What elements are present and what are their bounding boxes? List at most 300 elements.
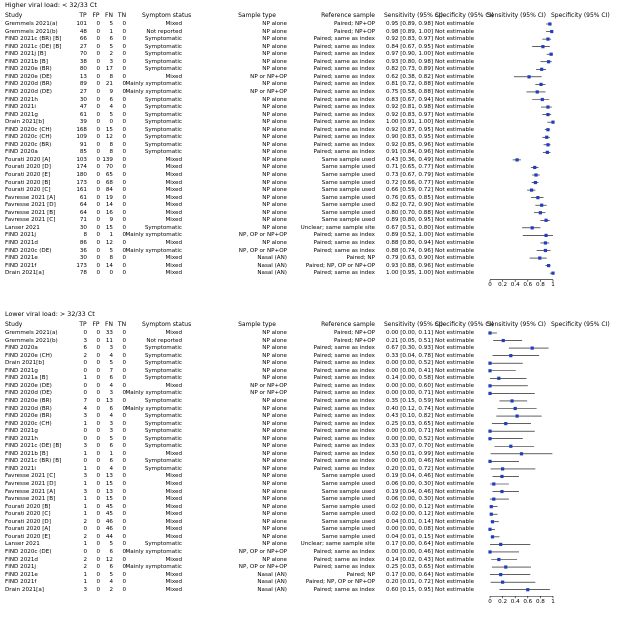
fp-count: 0 [96, 397, 100, 404]
specificity-value: Not estimable [435, 481, 475, 487]
tp-count: 64 [79, 209, 87, 216]
reference-sample: Same sample used [321, 194, 375, 201]
sample-type: NP alone [262, 58, 287, 65]
tn-count: 0 [122, 149, 126, 156]
tp-count: 89 [79, 81, 87, 88]
tp-count: 80 [79, 66, 87, 73]
sample-type: NP alone [262, 239, 287, 246]
fp-count: 0 [96, 481, 100, 487]
reference-sample: Unclear; same sample site [300, 541, 375, 548]
symptom-status: Mixed [165, 164, 182, 171]
x-axis-tick-label: 0.2 [498, 598, 508, 605]
tp-count: 180 [76, 172, 87, 178]
study-name: Fourati 2020 [D] [5, 518, 51, 525]
sensitivity-ci: 0.20 [0.01, 0.72] [386, 579, 434, 586]
specificity-value: Not estimable [435, 247, 475, 254]
symptom-status: Mixed [165, 533, 182, 540]
fp-count: 0 [96, 111, 100, 118]
fn-count: 6 [109, 375, 113, 382]
fp-count: 0 [96, 564, 100, 571]
specificity-value: Not estimable [435, 141, 475, 148]
point-estimate-marker [488, 331, 491, 334]
point-estimate-marker [527, 75, 530, 78]
point-estimate-marker [533, 166, 536, 169]
study-name: FIND 2021b [B] [5, 450, 48, 457]
symptom-status: Mixed [165, 21, 182, 27]
fp-count: 0 [96, 36, 100, 43]
symptom-status: Symptomatic [144, 119, 182, 126]
specificity-value: Not estimable [435, 262, 475, 269]
symptom-status: Symptomatic [144, 126, 182, 133]
sensitivity-ci: 0.20 [0.01, 0.72] [386, 465, 434, 472]
sensitivity-ci: 0.19 [0.04, 0.46] [386, 473, 434, 480]
sample-type: NP alone [262, 488, 287, 495]
tn-count: 0 [122, 511, 126, 518]
fp-count: 0 [96, 435, 100, 442]
study-name: FIND 2021c (DE) [B] [5, 443, 62, 450]
fp-count: 0 [96, 28, 100, 35]
fp-count: 0 [96, 224, 100, 231]
study-name: FIND 2020d (DE) [5, 390, 52, 397]
study-name: Fourati 2020 [A] [5, 526, 51, 533]
study-name: FIND 2020d (DE) [5, 88, 52, 95]
tn-count: 0 [122, 443, 126, 450]
study-name: FIND 2021e [5, 571, 38, 578]
study-name: FIND 2020d (BR) [5, 405, 52, 412]
fn-count: 6 [109, 548, 113, 555]
study-name: FIND 2020a [5, 149, 38, 156]
study-name: Favresse 2021 [A] [5, 194, 56, 201]
fp-count: 0 [96, 533, 100, 540]
sample-type: NP alone [262, 420, 287, 427]
fn-count: 4 [109, 579, 113, 586]
tn-count: 0 [122, 413, 126, 420]
sample-type: NP or NP+OP [250, 382, 287, 389]
reference-sample: Paired; same as index [313, 413, 375, 420]
column-header-symptom-status: Symptom status [142, 321, 192, 328]
sample-type: NP alone [262, 352, 287, 359]
symptom-status: Symptomatic [144, 104, 182, 111]
tp-count: 8 [83, 232, 87, 239]
sensitivity-ci: 0.02 [0.00, 0.12] [386, 511, 434, 518]
sample-type: NP alone [262, 43, 287, 50]
tp-count: 173 [76, 179, 87, 186]
tp-count: 2 [83, 533, 87, 540]
sensitivity-ci: 0.43 [0.36, 0.49] [386, 156, 434, 163]
study-name: FIND 2020e (DE) [5, 382, 52, 389]
study-name: FIND 2020e (BR) [5, 397, 52, 404]
specificity-value: Not estimable [435, 435, 475, 442]
tn-count: 0 [122, 156, 126, 163]
reference-sample: Paired; same as index [313, 66, 375, 73]
tp-count: 48 [79, 28, 87, 35]
fp-count: 0 [96, 21, 100, 27]
reference-sample: Paired; same as index [313, 586, 375, 593]
specificity-value: Not estimable [435, 66, 475, 73]
fn-count: 5 [109, 21, 113, 27]
fp-count: 0 [96, 149, 100, 156]
fn-count: 6 [109, 36, 113, 43]
tp-count: 78 [79, 270, 87, 277]
point-estimate-marker [546, 143, 549, 146]
specificity-value: Not estimable [435, 88, 475, 95]
symptom-status: Mixed [165, 450, 182, 457]
symptom-status: Mainly symptomatic [125, 564, 182, 571]
fn-count: 2 [109, 586, 113, 593]
specificity-value: Not estimable [435, 473, 475, 480]
sensitivity-ci: 0.00 [0.00, 0.08] [386, 526, 434, 533]
reference-sample: Paired; same as index [313, 119, 375, 126]
sample-type: NP alone [262, 526, 287, 533]
fn-count: 15 [105, 126, 113, 133]
tn-count: 0 [122, 503, 126, 510]
fp-count: 0 [96, 156, 100, 163]
tp-count: 61 [79, 194, 87, 201]
symptom-status: Symptomatic [144, 141, 182, 148]
fp-count: 0 [96, 571, 100, 578]
sensitivity-ci: 0.95 [0.89, 0.98] [386, 21, 434, 27]
point-estimate-marker [497, 558, 500, 561]
sample-type: NP alone [262, 104, 287, 111]
study-name: Fourati 2020 [C] [5, 187, 51, 194]
fp-count: 0 [96, 518, 100, 525]
tp-count: 2 [83, 352, 87, 359]
tn-count: 0 [122, 526, 126, 533]
fp-count: 0 [96, 511, 100, 518]
sensitivity-ci: 0.67 [0.30, 0.93] [386, 345, 434, 352]
specificity-value: Not estimable [435, 405, 475, 412]
sample-type: NP alone [262, 217, 287, 224]
specificity-value: Not estimable [435, 126, 475, 133]
fp-count: 0 [96, 390, 100, 397]
symptom-status: Mixed [165, 73, 182, 80]
sensitivity-ci: 0.00 [0.00, 0.71] [386, 390, 434, 397]
point-estimate-marker [500, 475, 503, 478]
plot-header-sensitivity: Sensitivity (95% CI) [487, 12, 547, 19]
sensitivity-ci: 0.14 [0.02, 0.43] [386, 556, 434, 563]
point-estimate-marker [541, 45, 544, 48]
x-axis-tick-label: 0 [488, 282, 492, 289]
tp-count: 1 [83, 579, 87, 586]
sensitivity-ci: 0.67 [0.51, 0.80] [386, 224, 434, 231]
fn-count: 0 [109, 119, 113, 126]
sensitivity-ci: 0.00 [0.00, 0.46] [386, 458, 434, 465]
symptom-status: Mixed [165, 270, 182, 277]
symptom-status: Mixed [165, 481, 182, 487]
fp-count: 0 [96, 420, 100, 427]
reference-sample: Paired; NP, OP or NP+OP [305, 262, 375, 269]
tn-count: 0 [122, 247, 126, 254]
fn-count: 45 [105, 503, 113, 510]
reference-sample: Paired; same as index [313, 390, 375, 397]
sensitivity-ci: 0.00 [0.00, 0.46] [386, 548, 434, 555]
tn-count: 0 [122, 270, 126, 277]
tn-count: 0 [122, 194, 126, 201]
sensitivity-ci: 0.00 [0.00, 0.71] [386, 428, 434, 435]
study-name: FIND 2021g [5, 367, 38, 374]
symptom-status: Mixed [165, 473, 182, 480]
symptom-status: Mixed [165, 518, 182, 525]
fn-count: 4 [109, 382, 113, 389]
reference-sample: Paired; same as index [313, 126, 375, 133]
tn-count: 0 [122, 473, 126, 480]
sample-type: NP alone [262, 164, 287, 171]
specificity-value: Not estimable [435, 352, 475, 359]
study-name: FIND 2021f [5, 579, 37, 586]
sample-type: NP alone [262, 202, 287, 209]
sample-type: Nasal (AN) [257, 262, 287, 269]
reference-sample: Same sample used [321, 473, 375, 480]
fp-count: 0 [96, 255, 100, 262]
tp-count: 0 [83, 367, 87, 374]
fp-count: 0 [96, 526, 100, 533]
study-name: FIND 2020e (BR) [5, 66, 52, 73]
tn-count: 0 [122, 518, 126, 525]
fp-count: 0 [96, 164, 100, 171]
study-name: FIND 2021j [5, 232, 36, 239]
point-estimate-marker [534, 173, 537, 176]
specificity-value: Not estimable [435, 96, 475, 103]
sample-type: NP or NP+OP [250, 73, 287, 80]
column-header-specificity: Specificity (95% CI) [435, 12, 494, 19]
sensitivity-ci: 0.62 [0.38, 0.82] [386, 73, 434, 80]
fp-count: 0 [96, 217, 100, 224]
study-name: FIND 2021j [5, 564, 36, 571]
tp-count: 0 [83, 548, 87, 555]
specificity-value: Not estimable [435, 488, 475, 495]
fp-count: 0 [96, 262, 100, 269]
sample-type: NP alone [262, 465, 287, 472]
plot-header-specificity: Specificity (95% CI) [551, 321, 610, 328]
study-name: Drain 2021[a] [5, 586, 44, 593]
sensitivity-ci: 0.66 [0.59, 0.72] [386, 187, 434, 194]
reference-sample: Paired; same as index [313, 465, 375, 472]
tn-count: 0 [122, 179, 126, 186]
sample-type: NP or NP+OP [250, 88, 287, 95]
reference-sample: Paired; same as index [313, 232, 375, 239]
column-header-study: Study [5, 321, 23, 328]
fp-count: 0 [96, 443, 100, 450]
tn-count: 0 [122, 548, 126, 555]
column-header-fp: FP [92, 12, 100, 19]
reference-sample: Same sample used [321, 187, 375, 194]
reference-sample: Paired; same as index [313, 428, 375, 435]
specificity-value: Not estimable [435, 156, 475, 163]
point-estimate-marker [546, 151, 549, 154]
fn-count: 4 [109, 465, 113, 472]
study-name: Fourati 2020 [A] [5, 156, 51, 163]
symptom-status: Mainly symptomatic [125, 390, 182, 397]
tn-count: 0 [122, 390, 126, 397]
fp-count: 0 [96, 579, 100, 586]
fn-count: 70 [105, 164, 113, 171]
point-estimate-marker [501, 467, 504, 470]
tn-count: 0 [122, 28, 126, 35]
fp-count: 0 [96, 73, 100, 80]
sample-type: NP alone [262, 179, 287, 186]
tp-count: 1 [83, 541, 87, 548]
fn-count: 5 [109, 360, 113, 367]
fn-count: 1 [109, 232, 113, 239]
reference-sample: Paired; same as index [313, 397, 375, 404]
column-header-sample-type: Sample type [238, 12, 276, 19]
symptom-status: Symptomatic [144, 458, 182, 465]
x-axis-tick-label: 0.6 [523, 598, 533, 605]
point-estimate-marker [504, 565, 507, 568]
x-axis-tick-label: 0 [488, 598, 492, 605]
sample-type: NP alone [262, 209, 287, 216]
study-name: Lanser 2021 [5, 224, 40, 231]
fp-count: 0 [96, 488, 100, 495]
tp-count: 0 [83, 428, 87, 435]
point-estimate-marker [545, 136, 548, 139]
point-estimate-marker [539, 83, 542, 86]
tn-count: 0 [122, 481, 126, 487]
specificity-value: Not estimable [435, 511, 475, 518]
specificity-value: Not estimable [435, 43, 475, 50]
reference-sample: Same sample used [321, 217, 375, 224]
symptom-status: Symptomatic [144, 352, 182, 359]
symptom-status: Mixed [165, 194, 182, 201]
x-axis-tick-label: 0.8 [535, 598, 545, 605]
study-name: FIND 2020c (BR) [5, 141, 52, 148]
specificity-value: Not estimable [435, 345, 475, 352]
point-estimate-marker [544, 219, 547, 222]
fn-count: 15 [105, 496, 113, 503]
symptom-status: Mixed [165, 255, 182, 262]
tp-count: 38 [79, 58, 87, 65]
sensitivity-ci: 0.79 [0.63, 0.90] [386, 255, 434, 262]
symptom-status: Mainly symptomatic [125, 405, 182, 412]
sample-type: NP, OP or NP+OP [238, 548, 287, 555]
reference-sample: Same sample used [321, 481, 375, 487]
tp-count: 1 [83, 420, 87, 427]
study-name: Favresse 2021 [C] [5, 217, 56, 224]
tp-count: 109 [76, 134, 87, 141]
symptom-status: Mixed [165, 496, 182, 503]
fp-count: 0 [96, 51, 100, 58]
reference-sample: Paired; same as index [313, 239, 375, 246]
study-name: Favresse 2021 [B] [5, 496, 56, 503]
study-name: FIND 2020c (CH) [5, 126, 52, 133]
point-estimate-marker [539, 211, 542, 214]
sample-type: NP alone [262, 134, 287, 141]
sensitivity-ci: 0.00 [0.00, 0.11] [386, 330, 434, 336]
point-estimate-marker [550, 30, 553, 33]
reference-sample: Paired; same as index [313, 51, 375, 58]
sensitivity-ci: 1.00 [0.95, 1.00] [386, 270, 434, 277]
study-name: Drain 2021[b] [5, 360, 45, 367]
fp-count: 0 [96, 104, 100, 111]
plot-header-specificity: Specificity (95% CI) [551, 12, 610, 19]
sensitivity-ci: 0.00 [0.00, 0.60] [386, 382, 434, 389]
symptom-status: Symptomatic [144, 111, 182, 118]
reference-sample: Paired; same as index [313, 367, 375, 374]
column-header-sensitivity: Sensitivity (95% CI) [384, 321, 444, 328]
tp-count: 101 [76, 21, 87, 27]
study-name: FIND 2021h [5, 96, 38, 103]
fp-count: 0 [96, 96, 100, 103]
fp-count: 0 [96, 473, 100, 480]
specificity-value: Not estimable [435, 360, 475, 367]
study-name: Gremmels 2021(a) [5, 330, 58, 336]
sample-type: NP alone [262, 511, 287, 518]
tn-count: 0 [122, 21, 126, 27]
sensitivity-ci: 0.80 [0.70, 0.88] [386, 209, 434, 216]
reference-sample: Paired; same as index [313, 73, 375, 80]
reference-sample: Paired; same as index [313, 375, 375, 382]
fp-count: 0 [96, 352, 100, 359]
point-estimate-marker [488, 392, 491, 395]
sensitivity-ci: 0.25 [0.03, 0.65] [386, 564, 434, 571]
point-estimate-marker [546, 38, 549, 41]
tn-count: 0 [122, 209, 126, 216]
symptom-status: Mixed [165, 209, 182, 216]
sample-type: NP alone [262, 518, 287, 525]
fn-count: 44 [105, 533, 113, 540]
sample-type: NP alone [262, 397, 287, 404]
sample-type: NP alone [262, 149, 287, 156]
sensitivity-ci: 0.33 [0.07, 0.70] [386, 443, 434, 450]
specificity-value: Not estimable [435, 420, 475, 427]
study-name: Gremmels 2021(a) [5, 21, 58, 27]
column-header-fn: FN [105, 321, 113, 328]
sample-type: NP alone [262, 533, 287, 540]
sample-type: NP alone [262, 450, 287, 457]
tn-count: 0 [122, 375, 126, 382]
x-axis-tick-label: 1 [551, 282, 555, 289]
point-estimate-marker [520, 452, 523, 455]
fn-count: 21 [105, 81, 113, 88]
specificity-value: Not estimable [435, 548, 475, 555]
tn-count: 0 [122, 217, 126, 224]
study-name: FIND 2020c (CH) [5, 134, 52, 141]
symptom-status: Symptomatic [144, 360, 182, 367]
tn-count: 0 [122, 88, 126, 95]
point-estimate-marker [515, 414, 518, 417]
specificity-value: Not estimable [435, 28, 475, 35]
tp-count: 1 [83, 481, 87, 487]
fn-count: 6 [109, 458, 113, 465]
reference-sample: Paired; same as index [313, 270, 375, 277]
fn-count: 8 [109, 255, 113, 262]
study-name: Gremmels 2021(b) [5, 28, 58, 35]
sensitivity-ci: 0.06 [0.00, 0.30] [386, 481, 434, 487]
point-estimate-marker [499, 543, 502, 546]
study-name: Favresse 2021 [D] [5, 481, 56, 487]
fn-count: 2 [109, 51, 113, 58]
column-header-tp: TP [79, 12, 87, 19]
fp-count: 0 [96, 247, 100, 254]
tn-count: 0 [122, 202, 126, 209]
sensitivity-ci: 0.00 [0.00, 0.41] [386, 367, 434, 374]
specificity-value: Not estimable [435, 556, 475, 563]
tp-count: 3 [83, 337, 87, 344]
reference-sample: Paired; same as index [313, 556, 375, 563]
fn-count: 17 [105, 66, 113, 73]
fn-count: 4 [109, 413, 113, 420]
reference-sample: Paired; same as index [313, 443, 375, 450]
symptom-status: Symptomatic [144, 96, 182, 103]
sample-type: NP alone [262, 435, 287, 442]
sensitivity-ci: 0.04 [0.01, 0.14] [386, 518, 434, 525]
fn-count: 4 [109, 104, 113, 111]
tp-count: 7 [83, 397, 87, 404]
study-name: FIND 2021g [5, 111, 38, 118]
sensitivity-ci: 0.35 [0.15, 0.59] [386, 397, 434, 404]
study-name: FIND 2021g [5, 428, 38, 435]
reference-sample: Paired; same as index [313, 450, 375, 457]
